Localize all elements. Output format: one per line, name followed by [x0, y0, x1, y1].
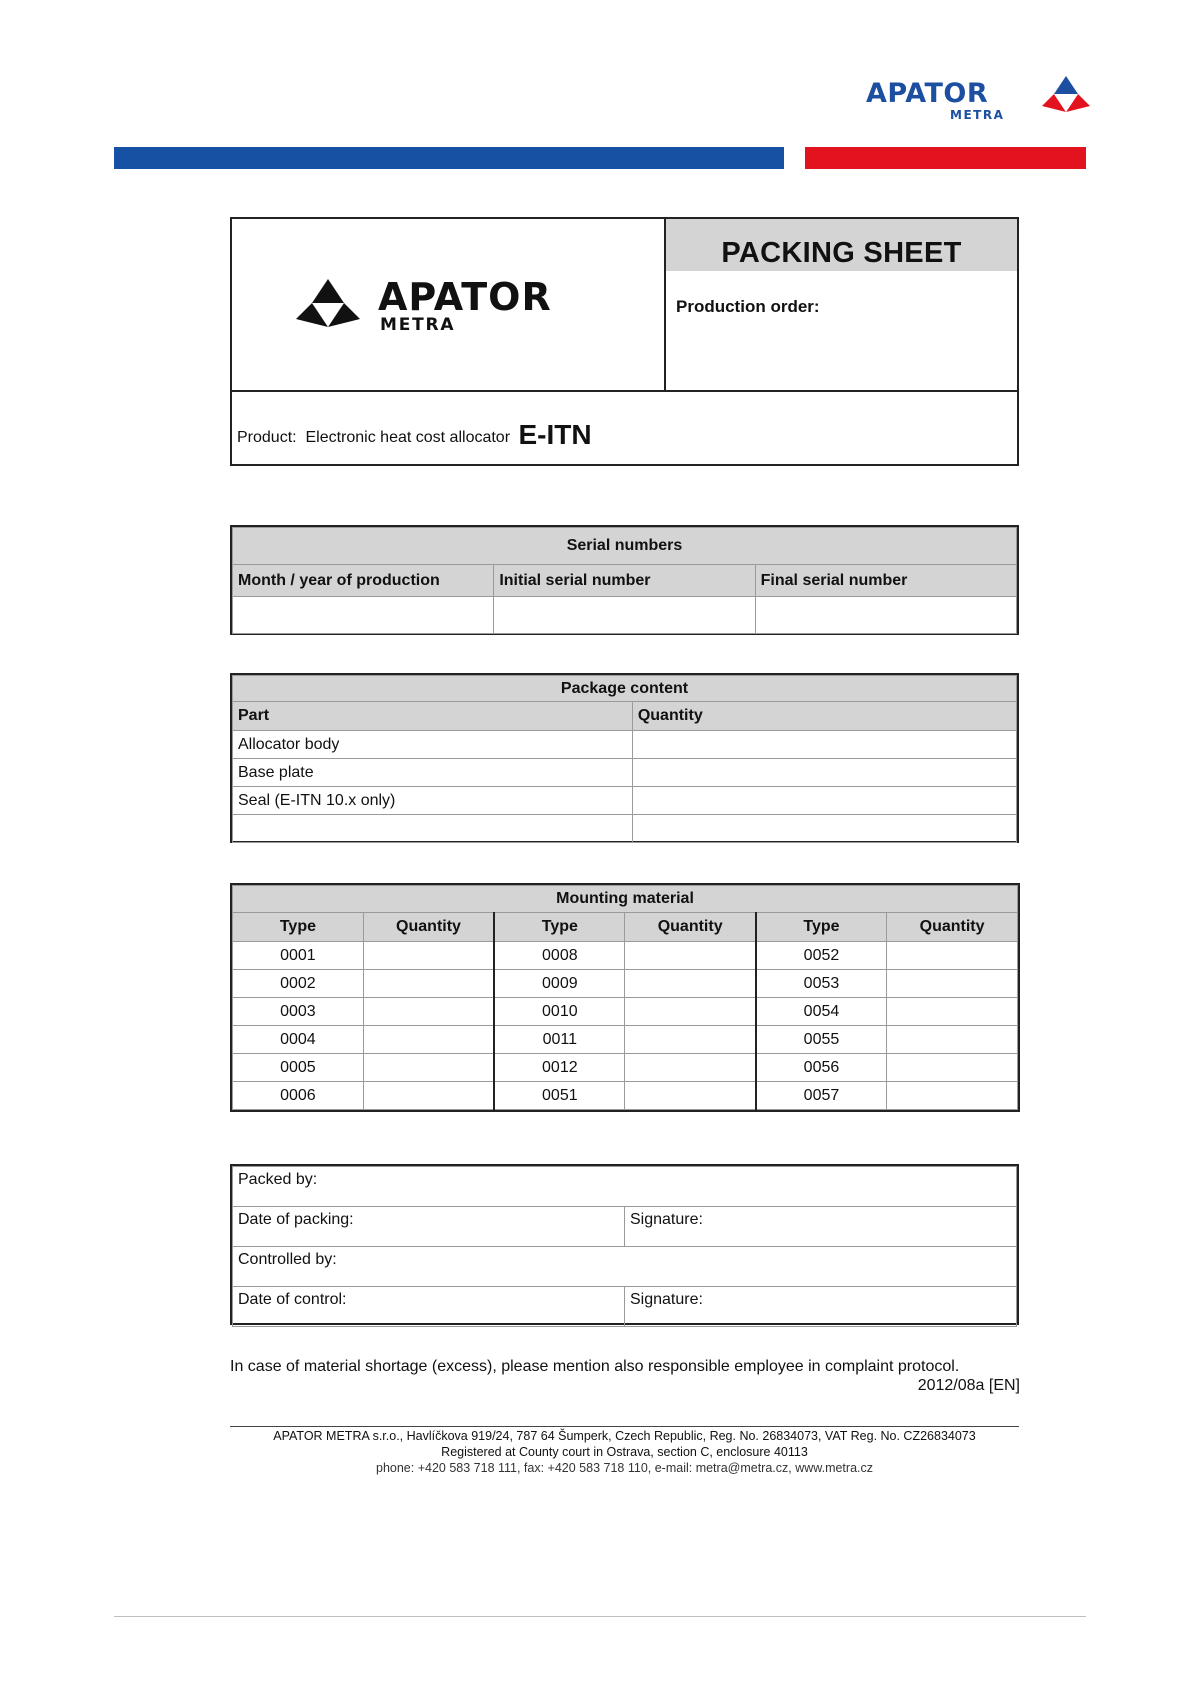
product-line [237, 417, 592, 449]
mount-type: 0009 [494, 970, 625, 998]
mount-type: 0006 [233, 1082, 364, 1110]
header-logo [842, 68, 1112, 132]
date-of-packing-field[interactable]: Date of packing: [233, 1207, 625, 1247]
mount-type: 0057 [756, 1082, 887, 1110]
footer-company: APATOR METRA s.r.o., Havlíčkova 919/24, 787 64 Šumperk, Czech Republic, Reg. No. 26834073, VAT Reg. No. CZ26834073 [273, 1429, 976, 1443]
footer-divider [230, 1426, 1019, 1427]
quantity-field[interactable] [887, 942, 1018, 970]
mount-col-quantity: Quantity [887, 913, 1018, 942]
quantity-field[interactable] [363, 1026, 494, 1054]
packed-by-field[interactable]: Packed by: [233, 1167, 1017, 1207]
mount-type: 0005 [233, 1054, 364, 1082]
signoff-table [230, 1164, 1019, 1325]
mount-col-type: Type [233, 913, 364, 942]
apator-logo-icon [296, 279, 360, 333]
shortage-note: In case of material shortage (excess), please mention also responsible employee in complaint protocol. [230, 1358, 960, 1375]
mount-type: 0010 [494, 998, 625, 1026]
footer-contact: phone: +420 583 718 111, fax: +420 583 718 110, e-mail: metra@metra.cz, www.metra.cz [376, 1461, 873, 1475]
quantity-field[interactable] [363, 1054, 494, 1082]
mounting-material-table [230, 883, 1020, 1112]
mount-type: 0051 [494, 1082, 625, 1110]
mount-col-type: Type [756, 913, 887, 942]
header-bar-red [805, 147, 1086, 169]
quantity-field[interactable] [887, 970, 1018, 998]
package-col-quantity: Quantity [632, 702, 1016, 731]
product-box [230, 217, 1019, 466]
serial-col-final: Final serial number [755, 565, 1016, 597]
product-code: E-ITN [518, 419, 592, 450]
quantity-field[interactable] [632, 731, 1016, 759]
mount-col-type: Type [494, 913, 625, 942]
quantity-field[interactable] [363, 1082, 494, 1110]
signature-packing-field[interactable]: Signature: [625, 1207, 1017, 1247]
logo-sub: METRA [380, 315, 456, 335]
quantity-field[interactable] [887, 1054, 1018, 1082]
date-of-control-field[interactable]: Date of control: [233, 1287, 625, 1327]
quantity-field[interactable] [632, 787, 1016, 815]
quantity-field[interactable] [625, 1026, 756, 1054]
quantity-field[interactable] [632, 815, 1016, 843]
production-order-label: Production order: [676, 297, 820, 316]
quantity-field[interactable] [632, 759, 1016, 787]
mount-type: 0055 [756, 1026, 887, 1054]
header-bar-blue [114, 147, 784, 169]
product-label: Product: [237, 429, 297, 446]
apator-logo [296, 275, 616, 335]
mount-type: 0056 [756, 1054, 887, 1082]
page-bottom-rule [114, 1616, 1086, 1617]
mount-type: 0054 [756, 998, 887, 1026]
quantity-field[interactable] [887, 1082, 1018, 1110]
table-row: Allocator body [233, 731, 633, 759]
mount-col-quantity: Quantity [625, 913, 756, 942]
footer-registration: Registered at County court in Ostrava, section C, enclosure 40113 [441, 1445, 808, 1459]
serial-final-field[interactable] [755, 597, 1016, 634]
document-version: 2012/08a [EN] [917, 1377, 1020, 1394]
logo-name: APATOR [378, 275, 552, 319]
mount-type: 0012 [494, 1054, 625, 1082]
apator-diamond-icon [1042, 76, 1090, 120]
mount-type: 0004 [233, 1026, 364, 1054]
mount-type: 0008 [494, 942, 625, 970]
header-brand-sub: METRA [950, 108, 1005, 122]
serial-col-initial: Initial serial number [494, 565, 755, 597]
controlled-by-field[interactable]: Controlled by: [233, 1247, 1017, 1287]
package-col-part: Part [233, 702, 633, 731]
table-row: Seal (E-ITN 10.x only) [233, 787, 633, 815]
header-brand: APATOR [866, 78, 989, 109]
quantity-field[interactable] [887, 1026, 1018, 1054]
mount-type: 0002 [233, 970, 364, 998]
title-cell [666, 219, 1017, 392]
mount-type: 0003 [233, 998, 364, 1026]
mount-type: 0011 [494, 1026, 625, 1054]
mounting-title: Mounting material [233, 886, 1018, 913]
package-title: Package content [233, 676, 1017, 702]
page-title: PACKING SHEET [721, 237, 962, 269]
quantity-field[interactable] [363, 970, 494, 998]
quantity-field[interactable] [625, 970, 756, 998]
mount-col-quantity: Quantity [363, 913, 494, 942]
quantity-field[interactable] [625, 942, 756, 970]
mount-type: 0052 [756, 942, 887, 970]
table-row [233, 815, 633, 843]
quantity-field[interactable] [625, 1054, 756, 1082]
mount-type: 0001 [233, 942, 364, 970]
product-desc: Electronic heat cost allocator [305, 429, 511, 446]
logo-cell [232, 219, 666, 392]
package-content-table [230, 673, 1019, 843]
quantity-field[interactable] [625, 998, 756, 1026]
quantity-field[interactable] [363, 942, 494, 970]
quantity-field[interactable] [887, 998, 1018, 1026]
quantity-field[interactable] [363, 998, 494, 1026]
signature-control-field[interactable]: Signature: [625, 1287, 1017, 1327]
serial-title: Serial numbers [233, 528, 1017, 565]
table-row: Base plate [233, 759, 633, 787]
serial-col-month: Month / year of production [233, 565, 494, 597]
serial-numbers-table [230, 525, 1019, 635]
mount-type: 0053 [756, 970, 887, 998]
serial-month-field[interactable] [233, 597, 494, 634]
serial-initial-field[interactable] [494, 597, 755, 634]
quantity-field[interactable] [625, 1082, 756, 1110]
